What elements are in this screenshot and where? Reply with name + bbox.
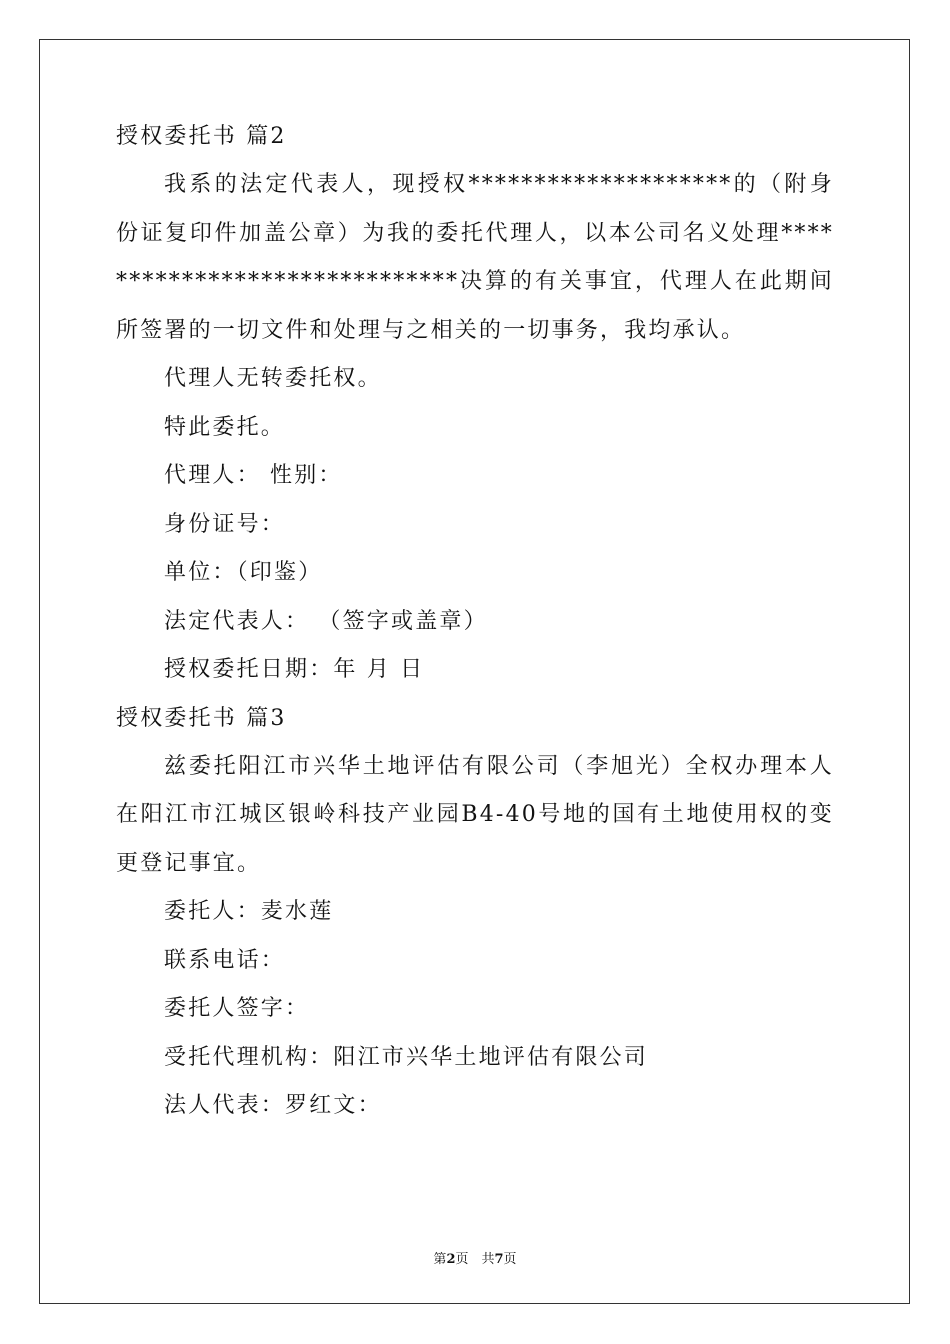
paragraph-entrustment: 兹委托阳江市兴华土地评估有限公司（李旭光）全权办理本人在阳江市江城区银岭科技产业园B4-40号地的国有土地使用权的变更登记事宜。 — [116, 753, 834, 876]
field-principal-signature: 委托人签字： — [164, 996, 310, 1021]
field-unit-seal: 单位：（印鉴） — [164, 560, 323, 585]
field-authorization-date: 授权委托日期：年 月 日 — [164, 657, 425, 682]
footer-current-page: 2 — [446, 1252, 456, 1267]
footer-prefix: 第 — [433, 1252, 447, 1267]
field-legal-rep-name: 法人代表：罗红文： — [164, 1093, 382, 1118]
field-principal: 委托人：麦水莲 — [164, 899, 334, 924]
field-legal-representative: 法定代表人： （签字或盖章） — [164, 608, 488, 634]
paragraph-authorization: 我系的法定代表人，现授权********************的（附身份证复印件加盖公章）为我的委托代理人，以本公司名义处理******************************决算的有关事宜，代理人在此期间所签署的一切文件和处理与之相关的一切事务，我均承认。 — [116, 172, 834, 343]
page-footer — [0, 1248, 950, 1267]
field-id-number: 身份证号： — [164, 511, 286, 537]
field-phone: 联系电话： — [164, 947, 286, 973]
paragraph-hereby: 特此委托。 — [164, 414, 286, 440]
document-body — [116, 122, 834, 1131]
field-agency: 受托代理机构：阳江市兴华土地评估有限公司 — [164, 1044, 649, 1070]
footer-suffix: 页 — [503, 1252, 517, 1267]
section-heading-2: 授权委托书 篇2 — [116, 124, 287, 149]
footer-total-pages: 7 — [494, 1252, 504, 1267]
field-agent-gender: 代理人： 性别： — [164, 463, 343, 488]
footer-mid: 页 共 — [455, 1252, 495, 1267]
paragraph-no-transfer: 代理人无转委托权。 — [164, 366, 382, 391]
section-heading-3: 授权委托书 篇3 — [116, 705, 287, 731]
